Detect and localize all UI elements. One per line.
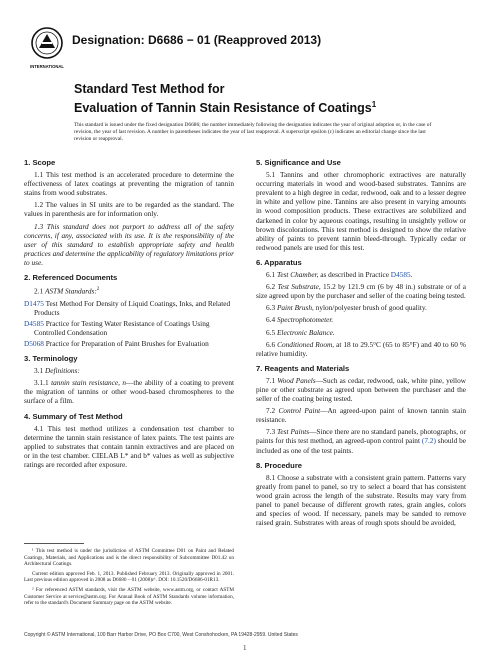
clause-label: ASTM Standards: — [44, 286, 97, 296]
section-heading-scope: 1. Scope — [24, 158, 56, 167]
item-text: —Such as cedar, redwood, oak, white pine, yellow pine or other substrate as agreed upon between the purchaser and the seller of the coating being tested. — [256, 375, 466, 404]
paragraph-6-2 — [256, 282, 466, 300]
footnote-1: ¹ This test method is under the jurisdiction of ASTM Committee D01 on Paint and Related Coatings, Materials, and Applications and is the direct responsibility of Subcommittee D01.42 on Architectural Coatings. — [24, 548, 234, 568]
reference-code-link[interactable]: D1475 — [24, 298, 44, 308]
paragraph-7-2 — [256, 406, 466, 424]
item-term: Test Paints — [277, 427, 310, 437]
title-footnote-marker[interactable]: 1 — [371, 100, 377, 109]
page-number: 1 — [243, 644, 247, 652]
left-column — [24, 158, 234, 472]
paragraph-1-3: 1.3 This standard does not purport to address all of the safety concerns, if any, associated with its use. It is the responsibility of the user of this standard to establish appropriate safety and health practices and determine the applicability of regulatory limitations prior to use. — [24, 221, 234, 267]
clause-number: 7.3 — [266, 427, 276, 437]
paragraph-7-1 — [256, 376, 466, 403]
section-heading-referenced-documents: 2. Referenced Documents — [24, 273, 118, 283]
section-heading-procedure: 8. Procedure — [256, 460, 303, 470]
cross-reference-link[interactable]: (7.2) — [421, 436, 436, 446]
paragraph-3-1-1 — [24, 378, 234, 405]
paragraph-3-1 — [24, 366, 234, 375]
clause-number: 6.6 — [266, 339, 276, 349]
footnote-1-edition: Current edition approved Feb. 1, 2013. Published February 2013. Originally approved in 2001. Last previous edition approved in 2008 as D6686 – 01 (2008)ε¹. DOI: 10.1520/D6686-01R13. — [24, 570, 234, 584]
paragraph-7-3 — [256, 427, 466, 454]
footnotes — [24, 548, 234, 610]
title-line-2 — [74, 97, 434, 116]
section-heading-terminology: 3. Terminology — [24, 354, 78, 364]
item-term: Spectrophotometer. — [276, 315, 334, 325]
clause-label: Definitions: — [44, 366, 80, 376]
section-heading-summary: 4. Summary of Test Method — [24, 411, 123, 421]
paragraph-1-2: 1.2 The values in SI units are to be regarded as the standard. The values in parenthesis are for information only. — [24, 200, 234, 219]
paragraph-1-1: 1.1 This test method is an accelerated procedure to determine the effectiveness of latex coatings at preventing the migration of tannin stains from wood substrates. — [24, 170, 234, 198]
title-text: Evaluation of Tannin Stain Resistance of Coatings — [74, 101, 372, 116]
item-term: Test Chamber, — [276, 270, 319, 280]
section-heading-apparatus: 6. Apparatus — [256, 257, 302, 267]
clause-number: 6.5 — [266, 327, 276, 337]
footnote-marker-2[interactable]: 2 — [96, 287, 100, 293]
astm-logo-icon — [30, 26, 64, 72]
item-term: Electronic Balance. — [276, 327, 335, 337]
reference-item — [24, 339, 234, 348]
copyright-notice: Copyright © ASTM International, 100 Barr Harbor Drive, PO Box C700, West Conshohocken, PA 19428-2959. United States — [24, 632, 298, 638]
reference-code-link[interactable]: D5068 — [24, 339, 44, 349]
clause-number: 2.1 — [34, 286, 44, 296]
footnote-divider — [24, 543, 84, 544]
document-title — [74, 82, 434, 116]
title-line-1: Standard Test Method for — [74, 82, 225, 96]
item-text: should be included as one of the test paints. — [256, 436, 466, 455]
paragraph-5-1: 5.1 Tannins and other chromophoric extractives are naturally occurring materials in wood and wood-based substrates. Tannins are prevalent to a high degree in cedar, redwood, oak and to a lesser degree in white and yellow pine. Tannins are also present in varying amounts in wood composition products. These extractives are solubilized and darkened in color by aqueous coatings, resulting in unsightly yellow or brown discolorations. This test method is designed to show the relative ability of paints to prevent tannin bleed-through. Typically cedar or redwood panels are used for this test. — [256, 170, 466, 252]
defined-term: tannin stain resistance, n — [51, 378, 127, 388]
item-text: at 18 to 29.5°C (65 to 85°F) and 40 to 60 % relative humidity. — [256, 339, 466, 358]
right-column — [256, 158, 466, 530]
clause-number: 6.1 — [266, 270, 276, 280]
reference-code-link[interactable]: D4585 — [390, 270, 411, 280]
clause-number: 6.2 — [266, 282, 276, 292]
designation: Designation: D6686 − 01 (Reapproved 2013) — [72, 33, 322, 47]
item-term: Conditioned Room, — [277, 339, 335, 349]
clause-number: 7.2 — [266, 406, 276, 416]
item-term: Paint Brush, — [276, 303, 314, 313]
clause-number: 6.4 — [266, 315, 276, 325]
definition-text: —the ability of a coating to prevent the migration of tannins or other wood-based chromospheres to the surface of a film. — [24, 378, 235, 406]
item-term: Test Substrate, — [277, 282, 321, 292]
reference-title: Practice for Testing Water Resistance of Coatings Using Controlled Condensation — [34, 318, 210, 337]
paragraph-6-5 — [256, 328, 466, 337]
paragraph-6-3 — [256, 303, 466, 312]
reference-title: Practice for Preparation of Paint Brushes for Evaluation — [45, 339, 209, 349]
clause-number: 3.1.1 — [34, 378, 49, 388]
paragraph-2-1 — [24, 285, 234, 296]
clause-number: 3.1 — [34, 366, 44, 376]
item-term: Wood Panels — [277, 375, 316, 385]
paragraph-6-6 — [256, 340, 466, 358]
item-text: nylon/polyester brush of good quality. — [315, 303, 427, 313]
clause-number: 6.3 — [266, 303, 276, 313]
reference-item — [24, 299, 234, 317]
footnote-2: ² For referenced ASTM standards, visit the ASTM website, www.astm.org, or contact ASTM Customer Service at service@astm.org. For Annual Book of ASTM Standards volume information, refer to the standard's Document Summary page on the ASTM website. — [24, 586, 234, 607]
paragraph-6-4 — [256, 315, 466, 324]
section-heading-reagents: 7. Reagents and Materials — [256, 363, 350, 373]
item-text: 15.2 by 121.9 cm (6 by 48 in.) substrate or of a size agreed upon by the purchaser and seller of the coating being tested. — [256, 282, 467, 301]
reference-code-link[interactable]: D4585 — [24, 318, 44, 328]
section-heading-significance: 5. Significance and Use — [256, 158, 341, 167]
reference-title: Test Method For Density of Liquid Coatings, Inks, and Related Products — [34, 298, 231, 317]
item-text: —An agreed-upon paint of known tannin stain resistance. — [256, 406, 466, 425]
issued-note: This standard is issued under the fixed designation D6686; the number immediately following the designation indicates the year of original adoption or, in the case of revision, the year of last revision. A number in parentheses indicates the year of last reapproval. A superscript epsilon (ε) indicates an editorial change since the last revision or reapproval. — [74, 122, 432, 142]
item-text: —Since there are no standard panels, photographs, or paints for this test method, an agreed-upon control paint — [256, 427, 466, 446]
paragraph-8-1: 8.1 Choose a substrate with a consistent grain pattern. Patterns vary greatly from panel to panel, so try to select a board that has consistent wood grain across the length of the substrate. Results may vary from panel to panel because of different growth rates, grain angles, colors and species of wood. If necessary, panels may be sanded to remove raised grain. Substrates with areas of rough spots should be avoided, — [256, 472, 466, 528]
clause-number: 7.1 — [266, 375, 276, 385]
logo-text: INTERNATIONAL — [30, 64, 64, 69]
reference-item — [24, 319, 234, 337]
item-term: Control Paint — [278, 406, 321, 416]
item-text: as described in Practice — [320, 270, 389, 280]
paragraph-6-1: 6.1 Test Chamber, as described in Practice D4585. — [266, 270, 413, 280]
paragraph-4-1: 4.1 This test method utilizes a condensation test chamber to determine the tannin stain resistance of latex paints. The test paints are applied to substrates that contain tannin extractives and are placed on or in the test chamber. CIELAB L* and b* values as well as subjective ratings are recorded after exposure. — [24, 423, 234, 470]
